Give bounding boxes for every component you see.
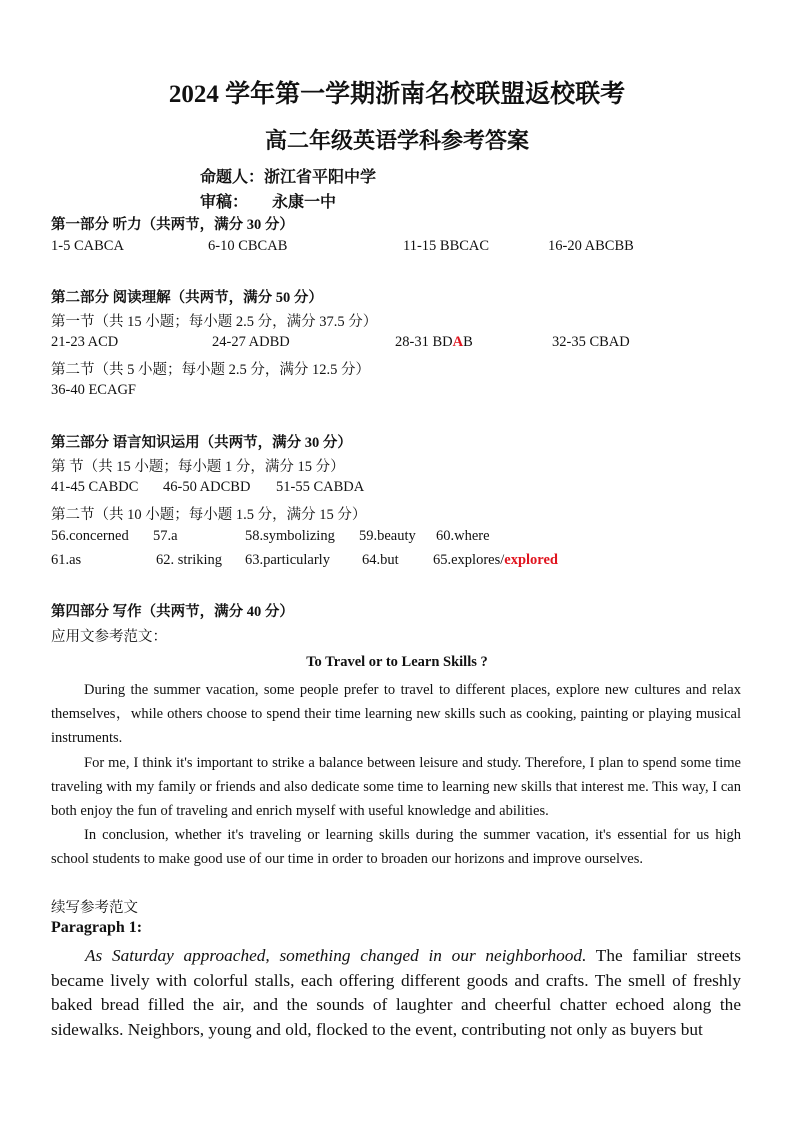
answer-group: 51-55 CABDA	[276, 479, 365, 495]
answer-item: 65.explores/explored	[433, 552, 558, 568]
reviewer-value: 永康一中	[272, 194, 337, 211]
answer-group: 36-40 ECAGF	[51, 382, 136, 398]
part3-section2: 第二节（共 10 小题；每小题 1.5 分，满分 15 分）	[51, 507, 367, 523]
answer-item: 59.beauty	[359, 528, 416, 544]
answer-item: 56.concerned	[51, 528, 129, 544]
continuation-label: 续写参考范文	[51, 900, 138, 916]
reviewer-label: 审稿：	[200, 194, 249, 211]
answer-item: 60.where	[436, 528, 490, 544]
sample-label: 应用文参考范文：	[51, 629, 167, 645]
part3-section1: 第 节（共 15 小题；每小题 1 分，满分 15 分）	[51, 459, 345, 475]
answer-group: 1-5 CABCA	[51, 238, 124, 254]
answer-group: 16-20 ABCBB	[548, 238, 634, 254]
answer-item: 61.as	[51, 552, 82, 568]
paragraph1-opening: As Saturday approached, something changed in our neighborhood.	[85, 946, 587, 965]
part4-heading: 第四部分 写作（共两节，满分 40 分）	[51, 604, 294, 620]
part1-heading: 第一部分 听力（共两节，满分 30 分）	[51, 217, 294, 233]
page-title: 2024 学年第一学期浙南名校联盟返校联考	[168, 81, 626, 108]
answer-group: 32-35 CBAD	[552, 334, 630, 350]
answer-group: 6-10 CBCAB	[208, 238, 288, 254]
answer-group: 21-23 ACD	[51, 334, 119, 350]
essay-paragraph: In conclusion, whether it's traveling or learning skills during the summer vacation, it's essential for us high school students to make good use of our time in order to broaden our horizons and improve ourselves.	[51, 827, 741, 868]
essay-paragraph: For me, I think it's important to strike a balance between leisure and study. Therefore, I plan to spend some time traveling with my family or friends and also dedicate some time to learning new skills that interest me. This way, I can both enjoy the fun of traveling and enrich myself with useful knowledge and abilities.	[51, 755, 741, 820]
answer-group: 28-31 BDAB	[395, 334, 473, 350]
answer-item: 58.symbolizing	[245, 528, 335, 544]
answer-group: 46-50 ADCBD	[163, 479, 251, 495]
part2-heading: 第二部分 阅读理解（共两节，满分 50 分）	[51, 290, 323, 306]
part2-section2: 第二节（共 5 小题；每小题 2.5 分，满分 12.5 分）	[51, 362, 370, 378]
paragraph1-body: The familiar streets became lively with colorful stalls, each offering different goods and crafts. The smell of freshly baked bread filled the air, and the sounds of laughter and cheerful chatter echoed along the sidewalks. Neighbors, young and old, flocked to the event, contributing not only as buyers but	[51, 946, 741, 1039]
part3-heading: 第三部分 语言知识运用（共两节，满分 30 分）	[51, 435, 352, 451]
answer-group: 41-45 CABDC	[51, 479, 139, 495]
answer-item: 63.particularly	[245, 552, 330, 568]
essay-title: To Travel or to Learn Skills ?	[306, 654, 488, 670]
highlighted-answer: explored	[504, 552, 558, 568]
paragraph1-label: Paragraph 1:	[51, 919, 143, 936]
answer-item: 57.a	[153, 528, 178, 544]
highlighted-answer: A	[452, 334, 464, 350]
author-label: 命题人：浙江省平阳中学	[200, 169, 377, 186]
answer-group: 11-15 BBCAC	[403, 238, 490, 254]
essay-paragraph: During the summer vacation, some people prefer to travel to different places, explore new cultures and relax themselves，while others choose to spend their time learning new skills such as cooking, painting or playing musical instruments.	[51, 682, 741, 747]
answer-group: 24-27 ADBD	[212, 334, 290, 350]
part2-section1: 第一节（共 15 小题；每小题 2.5 分，满分 37.5 分）	[51, 314, 378, 330]
answer-item: 64.but	[362, 552, 399, 568]
page-subtitle: 高二年级英语学科参考答案	[264, 128, 529, 153]
continuation-paragraph	[51, 944, 741, 1042]
answer-item: 62. striking	[156, 552, 223, 568]
